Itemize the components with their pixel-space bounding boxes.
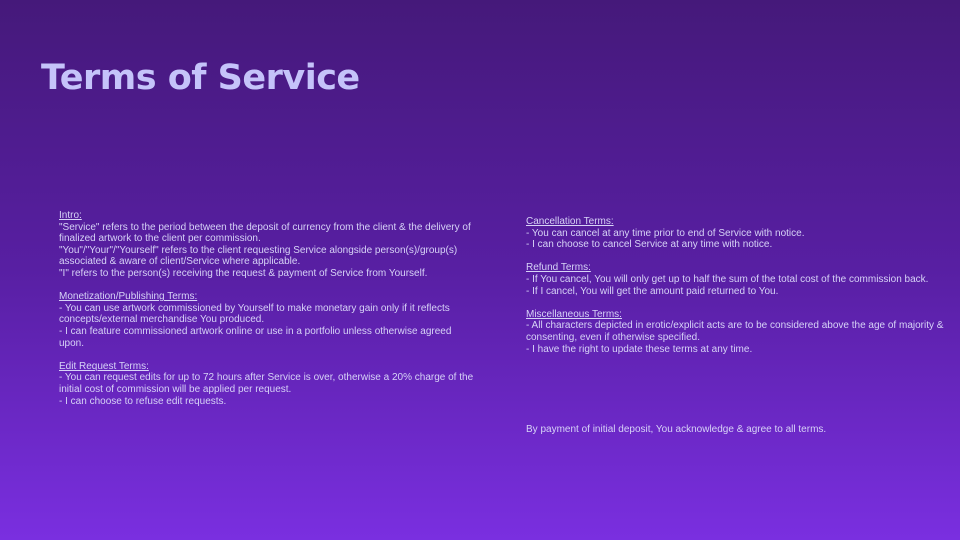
refund-heading: Refund Terms: (526, 262, 591, 274)
left-terms-column (59, 210, 479, 419)
page-title: Terms of Service (41, 58, 360, 98)
monetization-section (59, 291, 479, 349)
edit-request-heading: Edit Request Terms: (59, 360, 149, 372)
you-definition: "You"/"Your"/"Yourself" refers to the client requesting Service alongside person(s)/group(s) associated & aware of client/Service where applicable. (59, 244, 458, 268)
intro-heading: Intro: (59, 210, 82, 221)
edit-term-2: - I can choose to refuse edit requests. (59, 395, 227, 407)
i-definition: "I" refers to the person(s) receiving the request & payment of Service from Yourself. (59, 267, 428, 279)
acknowledgement-text: By payment of initial deposit, You acknowledge & agree to all terms. (526, 424, 827, 435)
misc-term-2: - I have the right to update these terms at any time. (526, 343, 753, 355)
edit-request-section (59, 361, 479, 407)
intro-section (59, 210, 479, 280)
edit-term-1: - You can request edits for up to 72 hours after Service is over, otherwise a 20% charge of the initial cost of commission will be applied per request. (59, 372, 474, 395)
refund-term-1: - If You cancel, You will only get up to half the sum of the total cost of the commission back. (526, 273, 929, 285)
cancellation-heading: Cancellation Terms: (526, 216, 614, 227)
cancellation-section (526, 216, 950, 251)
miscellaneous-section (526, 309, 950, 355)
monetization-term-1: - You can use artwork commissioned by Yourself to make monetary gain only if it reflects concepts/external merchandise You produced. (59, 302, 450, 326)
cancellation-term-2: - I can choose to cancel Service at any time with notice. (526, 239, 773, 251)
cancellation-term-1: - You can cancel at any time prior to end of Service with notice. (526, 227, 805, 239)
refund-section (526, 262, 950, 297)
monetization-term-2: - I can feature commissioned artwork online or use in a portfolio unless otherwise agreed upon. (59, 325, 452, 349)
monetization-heading: Monetization/Publishing Terms: (59, 291, 198, 303)
misc-term-1: - All characters depicted in erotic/explicit acts are to be considered above the age of majority & consenting, even if otherwise specified. (526, 320, 944, 343)
right-terms-column (526, 216, 950, 367)
service-definition: "Service" refers to the period between the deposit of currency from the client & the delivery of finalized artwork to the client per commission. (59, 221, 471, 245)
miscellaneous-heading: Miscellaneous Terms: (526, 308, 622, 320)
refund-term-2: - If I cancel, You will get the amount paid returned to You. (526, 285, 779, 297)
